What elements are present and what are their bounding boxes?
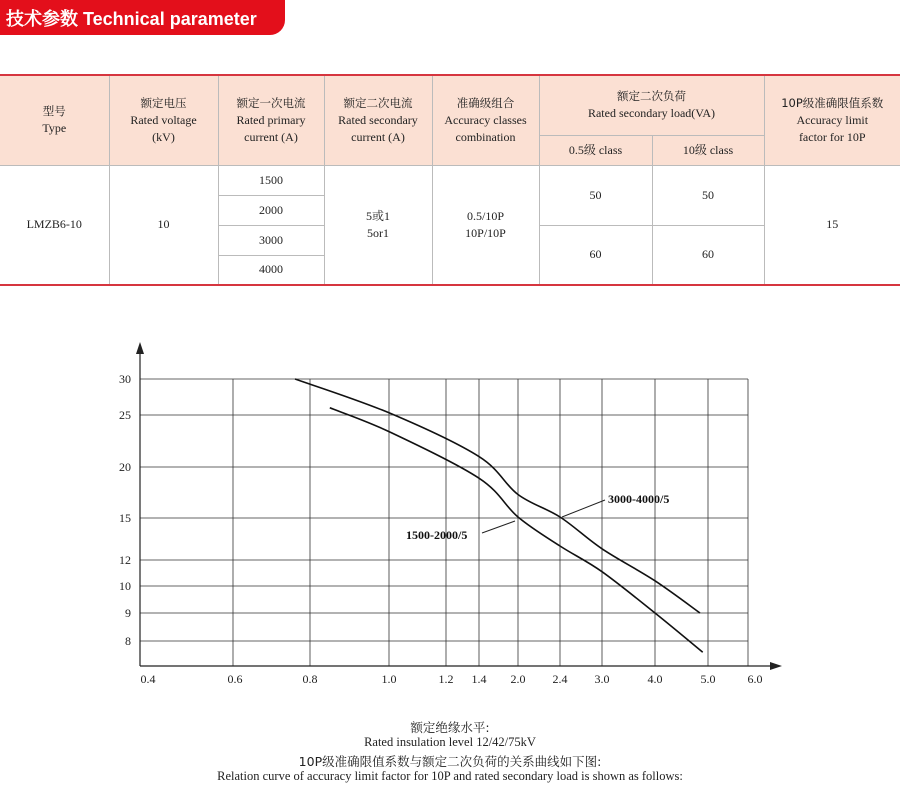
section-title: 技术参数 Technical parameter	[6, 9, 257, 29]
y-tick-label: 25	[119, 408, 131, 422]
caption-relation-cn: 10P级准确限值系数与额定二次负荷的关系曲线如下图:	[298, 754, 602, 769]
cell-alf: 15	[764, 165, 900, 285]
header-rated-primary-current: 额定一次电流 Rated primary current (A)	[218, 75, 324, 165]
series-curve-1	[330, 408, 703, 652]
header-accuracy-classes: 准确级组合 Accuracy classes combination	[432, 75, 539, 165]
cell-voltage: 10	[109, 165, 218, 285]
y-tick-label: 12	[119, 553, 131, 567]
header-load-05-class: 0.5级 class	[539, 135, 652, 165]
y-tick-label: 30	[119, 372, 131, 386]
chart-series	[295, 379, 703, 652]
x-tick-label: 0.4	[140, 672, 156, 686]
alf-load-chart	[0, 330, 900, 690]
cell-type: LMZB6-10	[0, 165, 109, 285]
cell-primary-current: 1500	[218, 165, 324, 195]
x-tick-label: 0.8	[302, 672, 318, 686]
header-rated-secondary-current: 额定二次电流 Rated secondary current (A)	[324, 75, 432, 165]
series-label-3000-4000: 3000-4000/5	[608, 492, 670, 506]
series-labels	[406, 492, 669, 542]
header-load-10-class: 10级 class	[652, 135, 764, 165]
x-tick-labels	[141, 672, 763, 686]
x-tick-label: 2.0	[510, 672, 526, 686]
y-tick-label: 10	[119, 579, 131, 593]
x-tick-label: 6.0	[747, 672, 763, 686]
header-rated-secondary-load: 额定二次负荷 Rated secondary load(VA)	[539, 75, 764, 135]
y-tick-label: 9	[125, 606, 131, 620]
x-tick-label: 2.4	[552, 672, 568, 686]
technical-parameter-table	[0, 74, 900, 286]
section-header-banner	[0, 0, 285, 35]
cell-accuracy-combination: 0.5/10P 10P/10P	[432, 165, 539, 285]
cell-primary-current: 2000	[218, 195, 324, 225]
x-axis-arrow	[770, 662, 782, 670]
cell-load-10-a: 50	[652, 165, 764, 225]
cell-load-05-a: 50	[539, 165, 652, 225]
y-axis-arrow	[136, 342, 144, 354]
caption-insulation-cn: 额定绝缘水平:	[410, 720, 490, 735]
x-tick-label: 1.2	[438, 672, 454, 686]
y-tick-label: 20	[119, 460, 131, 474]
cell-primary-current: 3000	[218, 225, 324, 255]
caption-relation-en: Relation curve of accuracy limit factor for 10P and rated secondary load is shown as follows:	[217, 769, 683, 783]
header-accuracy-limit-factor: 10P级准确限值系数 Accuracy limit factor for 10P	[764, 75, 900, 165]
x-tick-label: 1.4	[471, 672, 487, 686]
chart-grid	[140, 379, 748, 666]
caption-insulation-en: Rated insulation level 12/42/75kV	[364, 735, 536, 749]
x-tick-label: 0.6	[227, 672, 243, 686]
y-tick-label: 15	[119, 511, 131, 525]
x-tick-label: 3.0	[594, 672, 610, 686]
cell-secondary-current: 5或1 5or1	[324, 165, 432, 285]
x-tick-label: 1.0	[381, 672, 397, 686]
cell-primary-current: 4000	[218, 255, 324, 285]
leader-line-1500-2000	[482, 521, 515, 533]
cell-load-10-b: 60	[652, 225, 764, 285]
x-tick-label: 5.0	[700, 672, 716, 686]
series-label-1500-2000: 1500-2000/5	[406, 528, 468, 542]
x-tick-label: 4.0	[647, 672, 663, 686]
y-tick-label: 8	[125, 634, 131, 648]
header-rated-voltage: 额定电压 Rated voltage (kV)	[109, 75, 218, 165]
y-tick-labels	[119, 372, 131, 648]
header-type: 型号 Type	[0, 75, 109, 165]
cell-load-05-b: 60	[539, 225, 652, 285]
leader-line-3000-4000	[562, 500, 605, 517]
